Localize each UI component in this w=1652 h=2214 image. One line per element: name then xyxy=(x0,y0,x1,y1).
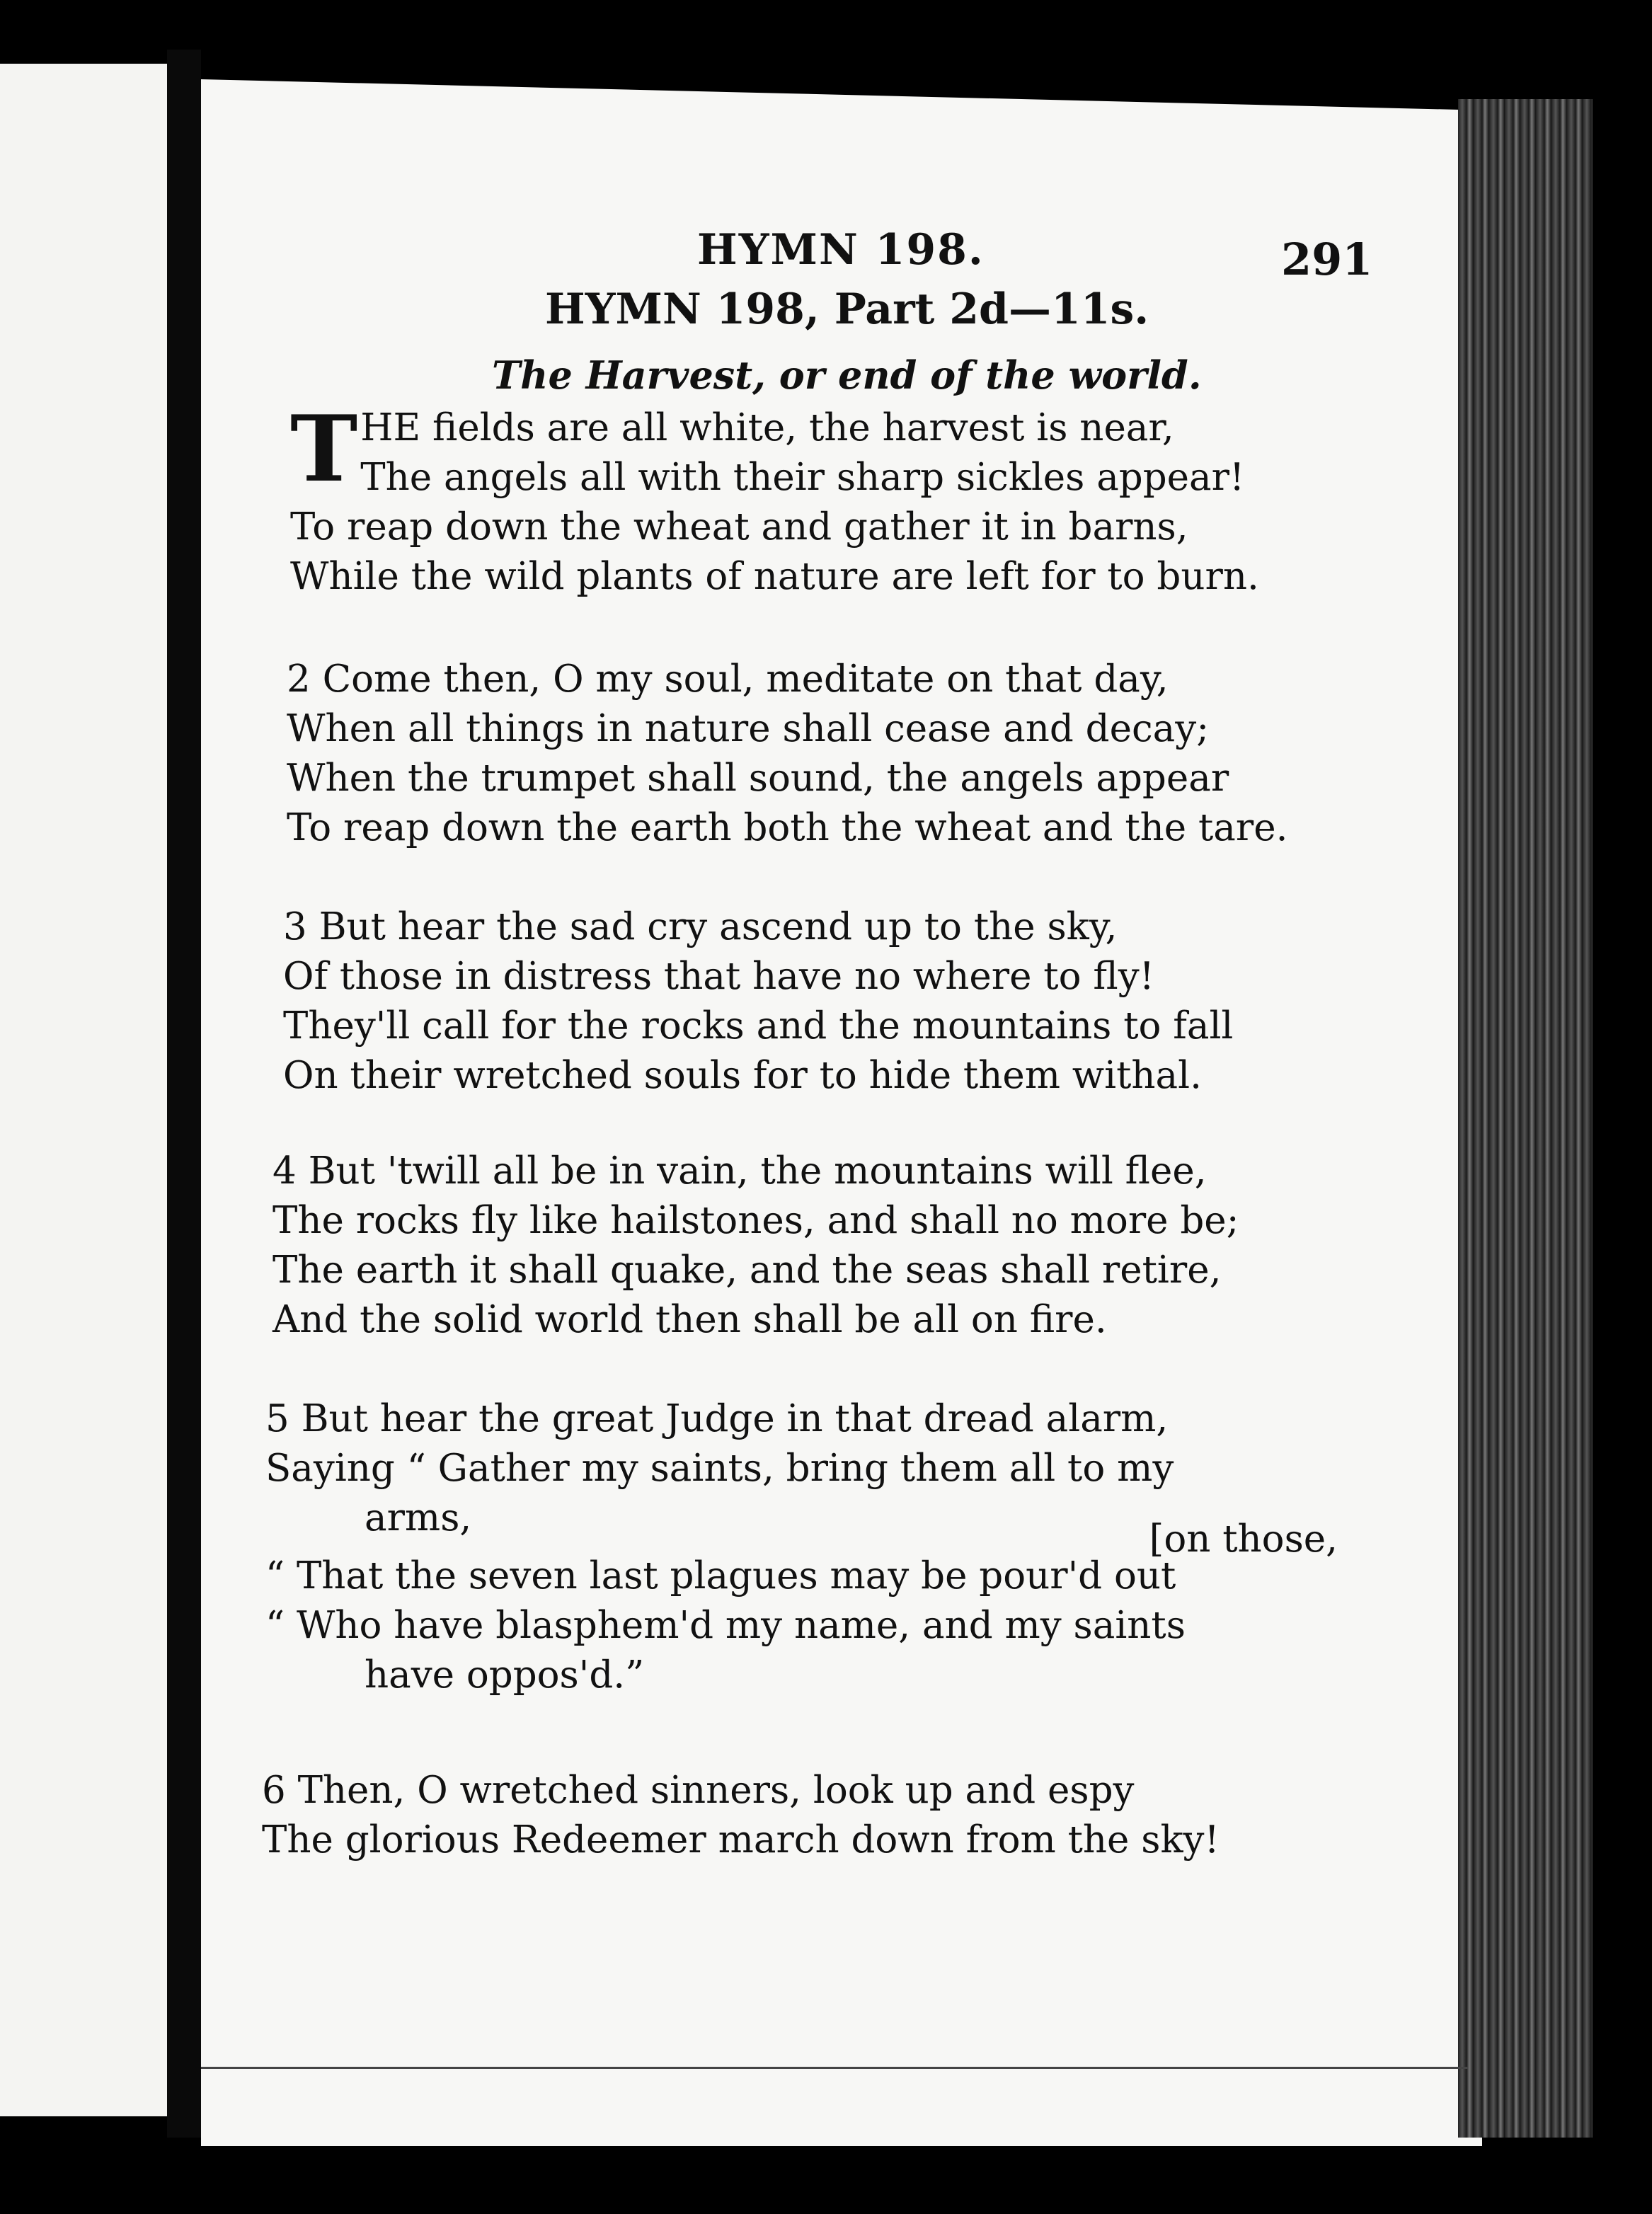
verse-4 xyxy=(273,1147,1363,1345)
verse-line: To reap down the wheat and gather it in barns, xyxy=(290,505,1188,549)
verse-line: While the wild plants of nature are left for to burn. xyxy=(290,555,1259,598)
verse-line: They'll call for the rocks and the mountains to fall xyxy=(283,1004,1234,1048)
verse-line: To reap down the earth both the wheat and the tare. xyxy=(287,806,1288,849)
verse-line: When the trumpet shall sound, the angels appear xyxy=(287,757,1229,800)
verse-line: Of those in distress that have no where to fly! xyxy=(283,955,1154,998)
hymn-subtitle: The Harvest, or end of the world. xyxy=(492,352,1202,398)
verse-line: have oppos'd.” xyxy=(365,1653,645,1697)
page-bottom-rule xyxy=(201,2067,1468,2069)
running-head: HYMN 198. xyxy=(697,225,985,275)
verse-line: The earth it shall quake, and the seas shall retire, xyxy=(273,1249,1222,1292)
verse-line: And the solid world then shall be all on fire. xyxy=(273,1298,1107,1341)
verse-6 xyxy=(262,1766,1338,1865)
verse-turnover: [on those, xyxy=(1149,1518,1338,1561)
verse-line: “ That the seven last plagues may be pour'd out xyxy=(265,1554,1176,1598)
page-number: 291 xyxy=(1281,234,1373,285)
verse-line: The rocks fly like hailstones, and shall no more be; xyxy=(273,1199,1239,1242)
verse-turnover-line xyxy=(265,1493,1359,1561)
drop-cap: T xyxy=(290,396,358,503)
verse-line: On their wretched souls for to hide them withal. xyxy=(283,1054,1202,1097)
verse-line: 3 But hear the sad cry ascend up to the sky, xyxy=(283,905,1118,948)
verse-line: 4 But 'twill all be in vain, the mountains will flee, xyxy=(273,1149,1207,1193)
verse-line: When all things in nature shall cease and decay; xyxy=(287,707,1210,750)
page-fore-edge xyxy=(1458,99,1593,2138)
verse-line: arms, xyxy=(365,1496,472,1539)
verse-line: 5 But hear the great Judge in that dread alarm, xyxy=(265,1397,1169,1440)
left-page-edge xyxy=(0,64,167,2116)
verse-line: HE fields are all white, the harvest is near, xyxy=(360,406,1174,449)
verse-3 xyxy=(283,902,1359,1101)
verse-1 xyxy=(290,396,1366,602)
verse-line: “ Who have blasphem'd my name, and my saints xyxy=(265,1604,1186,1647)
verse-line: Saying “ Gather my saints, bring them all to my xyxy=(265,1447,1174,1490)
verse-line: The angels all with their sharp sickles appear! xyxy=(360,456,1245,499)
hymn-title: HYMN 198, Part 2d—11s. xyxy=(545,285,1149,334)
verse-2 xyxy=(287,655,1363,853)
verse-line: 2 Come then, O my soul, meditate on that day, xyxy=(287,658,1169,701)
verse-line: The glorious Redeemer march down from the sky! xyxy=(262,1818,1220,1862)
verse-line: 6 Then, O wretched sinners, look up and espy xyxy=(262,1769,1135,1812)
book-gutter xyxy=(167,50,201,2138)
verse-5 xyxy=(265,1394,1359,1700)
